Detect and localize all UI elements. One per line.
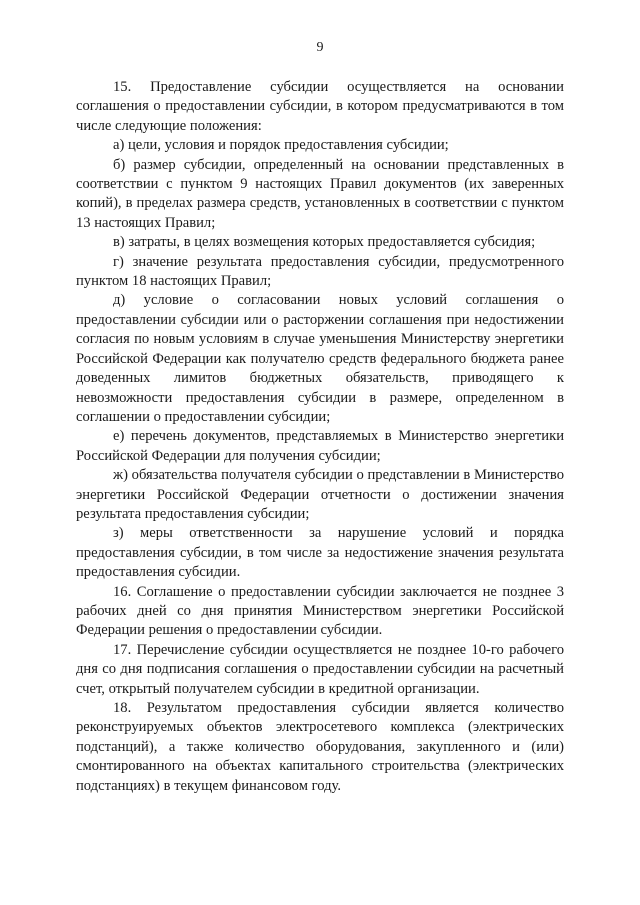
paragraph-16: 16. Соглашение о предоставлении субсидии заключается не позднее 3 рабочих дней со дня принятия Министерством энергетики Российской Федерации решения о предоставлении субсидии. — [76, 583, 564, 639]
paragraph-15: 15. Предоставление субсидии осуществляется на основании соглашения о предоставлении субсидии, в котором предусматриваются в том числе следующие положения: — [76, 79, 564, 134]
paragraph-15-g: г) значение результата предоставления субсидии, предусмотренного пунктом 18 настоящих Правил; — [76, 253, 564, 290]
page-number: 9 — [316, 40, 324, 55]
document-body — [76, 78, 564, 796]
paragraph-15-v: в) затраты, в целях возмещения которых предоставляется субсидия; — [113, 234, 536, 251]
paragraph-15-d: д) условие о согласовании новых условий соглашения о предоставлении субсидии или о расторжении соглашения при недостижении согласия по новым условиям в случае уменьшения Министерству энергетики Российской Федерации как получателю средств федерального бюджета ранее доведенных лимитов бюджетных обязательств, приводящего к невозможности предоставления субсидии в размере, определенном в соглашении о предоставлении субсидии; — [76, 292, 564, 425]
paragraph-15-b: б) размер субсидии, определенный на основании представленных в соответствии с пунктом 9 настоящих Правил документов (их заверенных копий), в пределах размера средств, установленных в соответствии с пунктом 13 настоящих Правил; — [76, 156, 564, 231]
paragraph-15-e: е) перечень документов, представляемых в Министерство энергетики Российской Федерации для получения субсидии; — [76, 428, 564, 464]
paragraph-18: 18. Результатом предоставления субсидии является количество реконструируемых объектов электросетевого комплекса (электрических подстанций), а также количество оборудования, закупленного и (или) смонтированного на объектах капитального строительства (электрических подстанциях) в текущем финансовом году. — [76, 700, 564, 794]
paragraph-15-z: з) меры ответственности за нарушение условий и порядка предоставления субсидии, в том числе за недостижение значения результата предоставления субсидии. — [76, 525, 564, 581]
paragraph-17: 17. Перечисление субсидии осуществляется не позднее 10-го рабочего дня со дня подписания соглашения о предоставлении субсидии на расчетный счет, открытый получателем субсидии в кредитной организации. — [76, 641, 564, 697]
paragraph-15-a: а) цели, условия и порядок предоставления субсидии; — [113, 137, 449, 154]
paragraph-15-zh: ж) обязательства получателя субсидии о представлении в Министерство энергетики Российской Федерации отчетности о достижении значения результата предоставления субсидии; — [76, 467, 564, 522]
